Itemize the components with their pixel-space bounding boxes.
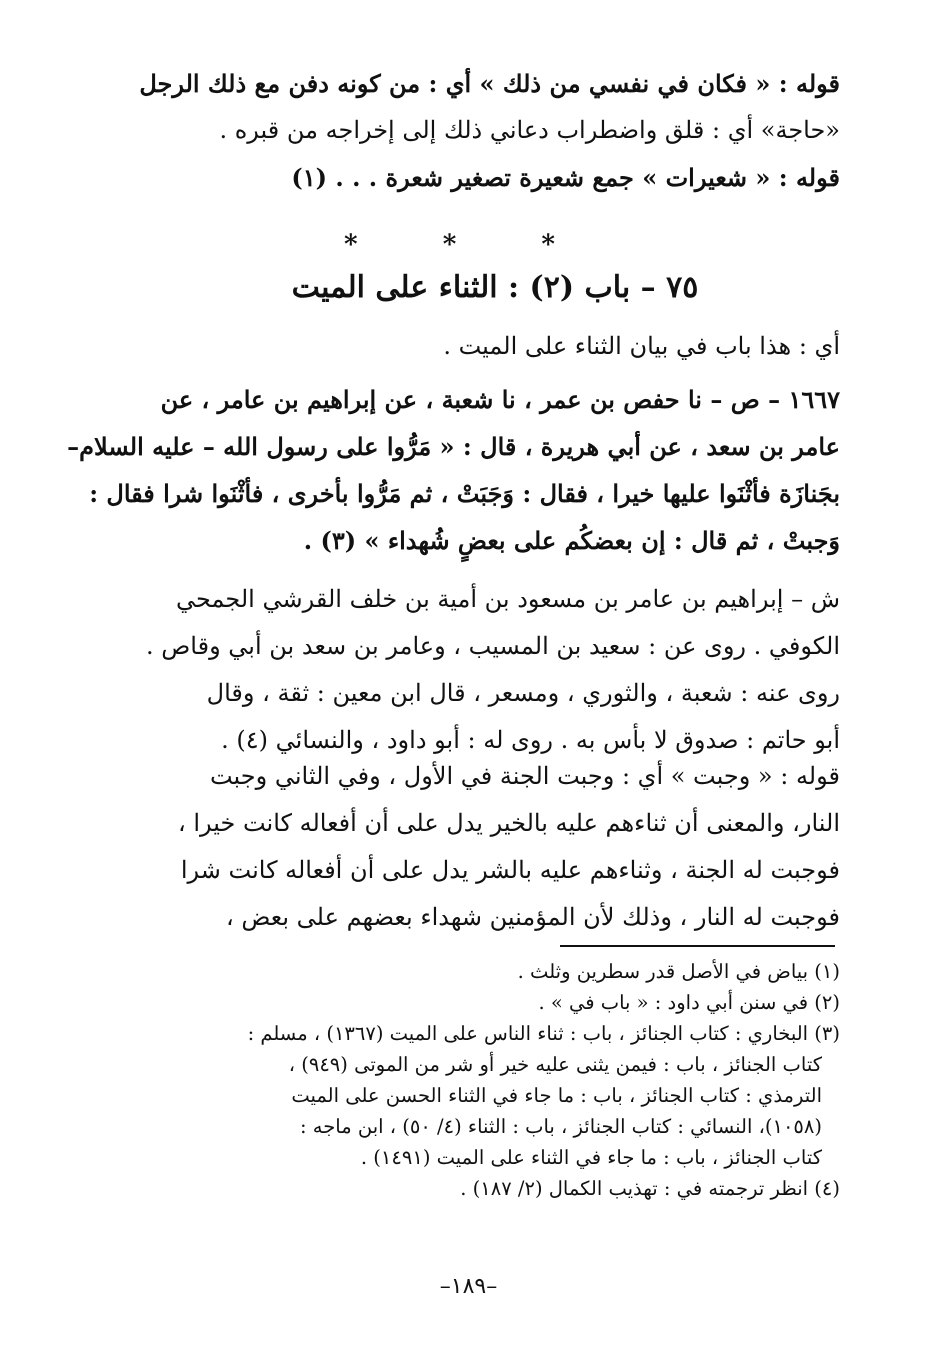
commentary-line: فوجبت له الجنة ، وثناءهم عليه بالشر يدل على أن أفعاله كانت شرا (180, 856, 840, 884)
footnote-line: الترمذي : كتاب الجنائز ، باب : ما جاء في الثناء الحسن على الميت (291, 1084, 822, 1107)
footnotes (150, 956, 840, 1204)
footnote-line: كتاب الجنائز ، باب : ما جاء في الثناء على الميت (١٤٩١) . (360, 1146, 822, 1169)
commentary-line: النار، والمعنى أن ثناءهم عليه بالخير يدل على أن أفعاله كانت خيرا ، (178, 809, 840, 837)
intro-line: «حاجة» أي : قلق واضطراب دعاني ذلك إلى إخراجه من قبره . (219, 116, 840, 144)
commentary-line: فوجبت له النار ، وذلك لأن المؤمنين شهداء بعضهم على بعض ، (226, 903, 840, 931)
footnote-line: (١٠٥٨)، النسائي : كتاب الجنائز ، باب : الثناء (٤/ ٥٠) ، ابن ماجه : (300, 1115, 822, 1138)
chapter-gloss-block (150, 323, 840, 370)
sharh-line: أبو حاتم : صدوق لا بأس به . روى له : أبو داود ، والنسائي (٤) . (221, 726, 840, 754)
sharh-line: روى عنه : شعبة ، والثوري ، ومسعر ، قال ابن معين : ثقة ، وقال (206, 679, 840, 707)
hadith-text (67, 376, 840, 564)
hadith-line: ١٦٦٧ – ص – نا حفص بن عمر ، نا شعبة ، عن إبراهيم بن عامر ، عن (160, 385, 840, 414)
chapter-gloss: أي : هذا باب في بيان الثناء على الميت . (443, 332, 840, 360)
hadith-line: بجَنازَة فأثْنَوا عليها خيرا ، فقال : وَجَبَتْ ، ثم مَرُّوا بأخرى ، فأثْنَوا شرا فقال : (89, 479, 840, 508)
page-number: –١٨٩– (439, 1274, 498, 1299)
chapter-title: ٧٥ – باب (٢) : الثناء على الميت (291, 270, 699, 305)
intro-section (139, 60, 840, 201)
hadith-line: وَجبتْ ، ثم قال : إن بعضكُم على بعضٍ شُهداء » (٣) . (303, 526, 840, 555)
section-divider-stars: * * * (344, 230, 593, 260)
footnote-line: (٤) انظر ترجمته في : تهذيب الكمال (٢/ ١٨٧) . (460, 1177, 840, 1200)
intro-line: قوله : « فكان في نفسي من ذلك » أي : من كونه دفن مع ذلك الرجل (139, 69, 840, 98)
sharh-line: ش – إبراهيم بن عامر بن مسعود بن أمية بن خلف القرشي الجمحي (175, 585, 840, 613)
footnote-line: (٢) في سنن أبي داود : « باب في » . (538, 991, 840, 1014)
footnote-line: (١) بياض في الأصل قدر سطرين وثلث . (517, 960, 840, 983)
commentary-section (150, 753, 840, 941)
sharh-section (146, 576, 840, 764)
sharh-line: الكوفي . روى عن : سعيد بن المسيب ، وعامر بن سعد بن أبي وقاص . (146, 632, 840, 660)
footnote-separator (560, 945, 835, 947)
hadith-line: عامر بن سعد ، عن أبي هريرة ، قال : « مَرُّوا على رسول الله – عليه السلام– (67, 432, 840, 461)
intro-line: قوله : « شعيرات » جمع شعيرة تصغير شعرة . . . (١) (291, 163, 840, 192)
footnote-line: كتاب الجنائز ، باب : فيمن يثنى عليه خير أو شر من الموتى (٩٤٩) ، (288, 1053, 822, 1076)
commentary-line: قوله : « وجبت » أي : وجبت الجنة في الأول ، وفي الثاني وجبت (209, 762, 840, 790)
footnote-line: (٣) البخاري : كتاب الجنائز ، باب : ثناء الناس على الميت (١٣٦٧) ، مسلم : (247, 1022, 840, 1045)
